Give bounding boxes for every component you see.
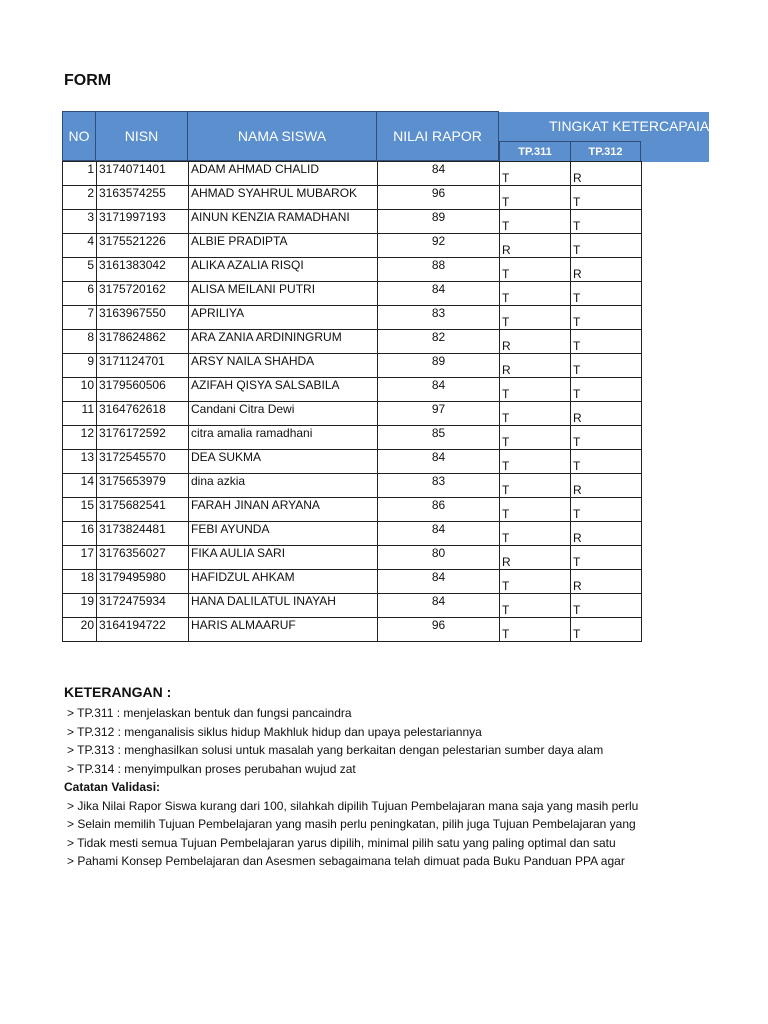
table-row xyxy=(63,618,642,642)
cell-nama-siswa: HAFIDZUL AHKAM xyxy=(189,570,378,594)
cell-nilai-rapor: 92 xyxy=(378,234,500,258)
cell-tp311: T xyxy=(500,378,571,402)
cell-no: 3 xyxy=(63,210,97,234)
catatan-item: > Tidak mesti semua Tujuan Pembelajaran yarus dipilih, minimal pilih satu yang paling optimal dan satu xyxy=(67,835,616,850)
cell-nilai-rapor: 80 xyxy=(378,546,500,570)
cell-nilai-rapor: 97 xyxy=(378,402,500,426)
cell-no: 13 xyxy=(63,450,97,474)
keterangan-title: KETERANGAN : xyxy=(64,684,172,700)
cell-nama-siswa: AZIFAH QISYA SALSABILA xyxy=(189,378,378,402)
cell-nisn: 3161383042 xyxy=(97,258,189,282)
header-nisn: NISN xyxy=(96,111,188,161)
cell-nilai-rapor: 84 xyxy=(378,450,500,474)
cell-nisn: 3175653979 xyxy=(97,474,189,498)
cell-tp312: T xyxy=(571,210,642,234)
cell-nama-siswa: DEA SUKMA xyxy=(189,450,378,474)
cell-nilai-rapor: 86 xyxy=(378,498,500,522)
keterangan-item: > TP.314 : menyimpulkan proses perubahan wujud zat xyxy=(67,761,356,776)
cell-no: 11 xyxy=(63,402,97,426)
cell-no: 17 xyxy=(63,546,97,570)
cell-tp311: T xyxy=(500,426,571,450)
cell-tp312: R xyxy=(571,162,642,186)
cell-no: 12 xyxy=(63,426,97,450)
cell-nisn: 3171997193 xyxy=(97,210,189,234)
student-table xyxy=(62,161,642,642)
cell-tp311: R xyxy=(500,546,571,570)
cell-nilai-rapor: 85 xyxy=(378,426,500,450)
cell-nisn: 3172545570 xyxy=(97,450,189,474)
cell-nilai-rapor: 84 xyxy=(378,378,500,402)
cell-tp311: T xyxy=(500,282,571,306)
table-row xyxy=(63,234,642,258)
cell-tp312: T xyxy=(571,186,642,210)
table-row xyxy=(63,546,642,570)
catatan-item: > Jika Nilai Rapor Siswa kurang dari 100, silahkah dipilih Tujuan Pembelajaran mana saja yang masih perlu xyxy=(67,798,639,813)
table-row xyxy=(63,450,642,474)
header-nama-siswa: NAMA SISWA xyxy=(188,111,377,161)
cell-no: 19 xyxy=(63,594,97,618)
table-row xyxy=(63,210,642,234)
cell-no: 10 xyxy=(63,378,97,402)
cell-nilai-rapor: 83 xyxy=(378,306,500,330)
catatan-item: > Pahami Konsep Pembelajaran dan Asesmen sebagaimana telah dimuat pada Buku Panduan PPA agar xyxy=(67,854,625,868)
cell-tp312: T xyxy=(571,378,642,402)
cell-nisn: 3164762618 xyxy=(97,402,189,426)
table-row xyxy=(63,354,642,378)
table-row xyxy=(63,426,642,450)
cell-tp311: T xyxy=(500,498,571,522)
cell-nisn: 3176356027 xyxy=(97,546,189,570)
cell-tp311: T xyxy=(500,570,571,594)
cell-tp311: T xyxy=(500,210,571,234)
cell-nilai-rapor: 84 xyxy=(378,570,500,594)
cell-tp312: R xyxy=(571,258,642,282)
table-row xyxy=(63,378,642,402)
cell-nisn: 3179495980 xyxy=(97,570,189,594)
cell-nama-siswa: HARIS ALMAARUF xyxy=(189,618,378,642)
cell-nama-siswa: AINUN KENZIA RAMADHANI xyxy=(189,210,378,234)
keterangan-item: > TP.311 : menjelaskan bentuk dan fungsi pancaindra xyxy=(67,706,352,720)
cell-nilai-rapor: 84 xyxy=(378,594,500,618)
cell-nilai-rapor: 84 xyxy=(378,162,500,186)
cell-tp311: T xyxy=(500,186,571,210)
cell-nama-siswa: ARSY NAILA SHAHDA xyxy=(189,354,378,378)
cell-nama-siswa: FARAH JINAN ARYANA xyxy=(189,498,378,522)
cell-nilai-rapor: 82 xyxy=(378,330,500,354)
cell-nama-siswa: FIKA AULIA SARI xyxy=(189,546,378,570)
catatan-item: > Selain memilih Tujuan Pembelajaran yang masih perlu peningkatan, pilih juga Tujuan Pembelajaran yang xyxy=(67,817,636,831)
table-row xyxy=(63,330,642,354)
cell-nilai-rapor: 96 xyxy=(378,186,500,210)
cell-nama-siswa: APRILIYA xyxy=(189,306,378,330)
cell-nisn: 3179560506 xyxy=(97,378,189,402)
data-sheet xyxy=(62,111,720,666)
cell-no: 4 xyxy=(63,234,97,258)
cell-tp312: R xyxy=(571,402,642,426)
cell-nisn: 3178624862 xyxy=(97,330,189,354)
table-row xyxy=(63,498,642,522)
cell-no: 16 xyxy=(63,522,97,546)
table-row xyxy=(63,570,642,594)
cell-tp312: R xyxy=(571,474,642,498)
cell-tp311: T xyxy=(500,306,571,330)
cell-tp311: T xyxy=(500,474,571,498)
table-row xyxy=(63,306,642,330)
cell-nilai-rapor: 96 xyxy=(378,618,500,642)
table-row xyxy=(63,474,642,498)
cell-tp311: T xyxy=(500,162,571,186)
cell-nisn: 3164194722 xyxy=(97,618,189,642)
cell-tp311: T xyxy=(500,450,571,474)
header-tp312: TP.312 xyxy=(570,141,641,161)
cell-no: 9 xyxy=(63,354,97,378)
cell-tp312: T xyxy=(571,450,642,474)
cell-nisn: 3173824481 xyxy=(97,522,189,546)
cell-tp311: T xyxy=(500,258,571,282)
cell-no: 6 xyxy=(63,282,97,306)
cell-tp312: T xyxy=(571,282,642,306)
table-row xyxy=(63,402,642,426)
cell-tp312: T xyxy=(571,330,642,354)
cell-nisn: 3163574255 xyxy=(97,186,189,210)
cell-nilai-rapor: 84 xyxy=(378,522,500,546)
header-no: NO xyxy=(62,111,96,161)
cell-tp312: T xyxy=(571,426,642,450)
page-title: FORM xyxy=(64,72,112,89)
cell-nilai-rapor: 88 xyxy=(378,258,500,282)
table-row xyxy=(63,282,642,306)
keterangan-item: > TP.313 : menghasilkan solusi untuk masalah yang berkaitan dengan pelestarian sumber daya alam xyxy=(67,743,604,757)
cell-nisn: 3172475934 xyxy=(97,594,189,618)
cell-nisn: 3163967550 xyxy=(97,306,189,330)
cell-nama-siswa: Candani Citra Dewi xyxy=(189,402,378,426)
cell-nisn: 3175720162 xyxy=(97,282,189,306)
cell-no: 7 xyxy=(63,306,97,330)
cell-nama-siswa: ADAM AHMAD CHALID xyxy=(189,162,378,186)
cell-no: 18 xyxy=(63,570,97,594)
cell-tp312: T xyxy=(571,234,642,258)
cell-nama-siswa: citra amalia ramadhani xyxy=(189,426,378,450)
table-row xyxy=(63,162,642,186)
cell-nama-siswa: AHMAD SYAHRUL MUBAROK xyxy=(189,186,378,210)
cell-tp311: T xyxy=(500,618,571,642)
cell-nisn: 3171124701 xyxy=(97,354,189,378)
cell-no: 1 xyxy=(63,162,97,186)
table-row xyxy=(63,186,642,210)
cell-tp312: T xyxy=(571,546,642,570)
table-row xyxy=(63,258,642,282)
cell-nisn: 3175521226 xyxy=(97,234,189,258)
keterangan-item: > TP.312 : menganalisis siklus hidup Makhluk hidup dan upaya pelestariannya xyxy=(67,724,482,739)
cell-nilai-rapor: 84 xyxy=(378,282,500,306)
cell-tp312: R xyxy=(571,570,642,594)
cell-no: 20 xyxy=(63,618,97,642)
cell-nisn: 3175682541 xyxy=(97,498,189,522)
cell-nisn: 3174071401 xyxy=(97,162,189,186)
cell-no: 15 xyxy=(63,498,97,522)
cell-tp311: T xyxy=(500,402,571,426)
cell-tp311: R xyxy=(500,234,571,258)
cell-nama-siswa: HANA DALILATUL INAYAH xyxy=(189,594,378,618)
cell-nama-siswa: ALBIE PRADIPTA xyxy=(189,234,378,258)
cell-nama-siswa: ALISA MEILANI PUTRI xyxy=(189,282,378,306)
cell-nama-siswa: ALIKA AZALIA RISQI xyxy=(189,258,378,282)
cell-no: 5 xyxy=(63,258,97,282)
cell-tp312: T xyxy=(571,498,642,522)
cell-tp312: T xyxy=(571,594,642,618)
cell-tp311: T xyxy=(500,594,571,618)
cell-nama-siswa: FEBI AYUNDA xyxy=(189,522,378,546)
cell-no: 2 xyxy=(63,186,97,210)
cell-nilai-rapor: 89 xyxy=(378,354,500,378)
cell-tp312: T xyxy=(571,618,642,642)
notes-section xyxy=(64,682,640,871)
header-nilai-rapor: NILAI RAPOR xyxy=(377,111,499,161)
cell-nama-siswa: dina azkia xyxy=(189,474,378,498)
cell-tp312: T xyxy=(571,354,642,378)
header-tp311: TP.311 xyxy=(499,141,570,161)
cell-tp311: T xyxy=(500,522,571,546)
cell-tp311: R xyxy=(500,354,571,378)
header-tingkat-ketercapaian: TINGKAT KETERCAPAIAN xyxy=(549,118,720,134)
cell-no: 14 xyxy=(63,474,97,498)
cell-tp312: T xyxy=(571,306,642,330)
table-row xyxy=(63,594,642,618)
cell-nilai-rapor: 89 xyxy=(378,210,500,234)
cell-tp312: R xyxy=(571,522,642,546)
cell-tp311: R xyxy=(500,330,571,354)
cell-nisn: 3176172592 xyxy=(97,426,189,450)
cell-nilai-rapor: 83 xyxy=(378,474,500,498)
table-row xyxy=(63,522,642,546)
cell-nama-siswa: ARA ZANIA ARDININGRUM xyxy=(189,330,378,354)
cell-no: 8 xyxy=(63,330,97,354)
catatan-validasi-title: Catatan Validasi: xyxy=(64,780,161,794)
